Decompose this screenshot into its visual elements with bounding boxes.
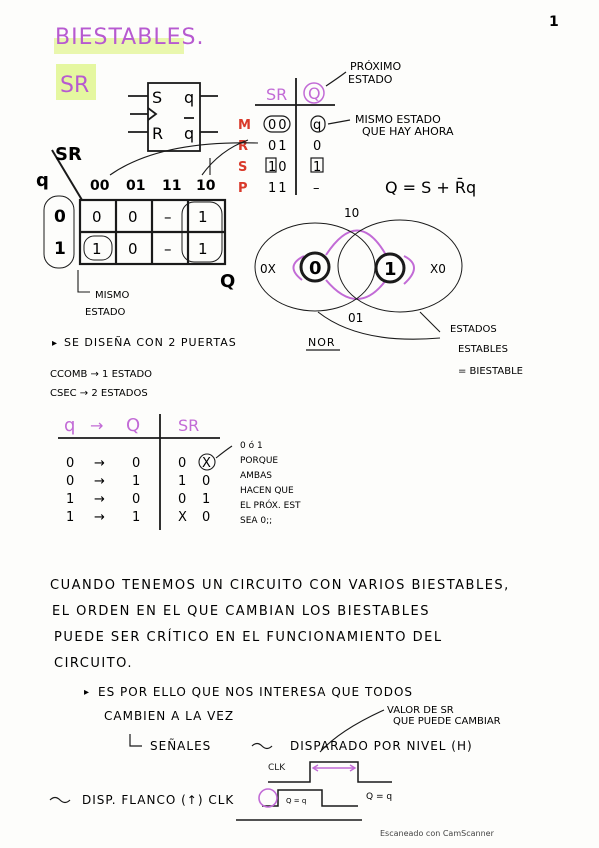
tt-que-hay: QUE HAY AHORA [362,125,454,138]
tt-row-tag: R [238,139,249,154]
q-equals: Q = q [366,792,393,802]
trans-01: 01 [348,311,364,325]
estados-label: ESTADOS [450,324,497,335]
exc-h-q: q [64,415,76,436]
excitation-table [58,414,301,530]
tt-row-sr: 01 [268,139,289,154]
page-number: 1 [549,14,559,30]
kmap-sr: SR [55,144,82,165]
exc-arrow: → [94,456,105,471]
kmap-row-label: 1 [54,239,66,259]
exc-note-line: SEA 0;; [240,516,273,526]
symbol-qbar: q [184,124,195,143]
watermark: Escaneado con CamScanner [380,829,494,838]
exc-r: 0 [202,474,211,489]
state-diagram [255,206,523,377]
symbol-q: q [184,88,195,107]
exc-note-line: HACEN QUE [240,486,294,496]
exc-q: 0 [66,474,75,489]
exc-arrow: → [94,492,105,507]
kmap-col-label: 00 [90,178,110,194]
exc-arrow: → [94,474,105,489]
exc-s: X [178,510,187,525]
symbol-r: R [152,124,164,143]
biestable-label: = BIESTABLE [458,366,523,377]
symbol-s: S [152,88,163,107]
exc-Q: 1 [132,474,141,489]
exc-s: 0 [178,456,187,471]
svg-text:▸: ▸ [84,687,90,698]
exc-Q: 0 [132,456,141,471]
paragraph [50,578,510,671]
kmap-cell: 1 [198,240,208,258]
exc-r: 0 [202,510,211,525]
paragraph-line: PUEDE SER CRÍTICO EN EL FUNCIONAMIENTO DEL [54,630,443,645]
exc-h-arrow: → [90,416,104,435]
tt-proximo: PRÓXIMO [350,60,402,73]
tt-row-tag: M [238,118,251,133]
self-loop-0: 0X [260,262,276,276]
interesa-line-2: CAMBIEN A LA VEZ [104,709,235,723]
equation: Q = S + R̄q [385,178,477,197]
exc-s: 0 [178,492,187,507]
truth-table [238,60,454,196]
valor-line-2: QUE PUEDE CAMBIAR [393,716,501,727]
tt-col-sr: SR [266,85,288,104]
svg-text:▸: ▸ [52,338,58,349]
kmap-estado: ESTADO [85,307,126,318]
kmap-q: q [36,170,49,191]
csec: CSEC → 2 ESTADOS [50,388,148,399]
exc-q: 0 [66,456,75,471]
state-0: 0 [309,258,322,279]
nor-note: SE DISEÑA CON 2 PUERTAS [64,336,237,349]
interesa-line-1: ES POR ELLO QUE NOS INTERESA QUE TODOS [98,685,414,699]
kmap-col-label: 11 [162,178,182,194]
kmap-cell: – [164,240,172,258]
exc-Q: 1 [132,510,141,525]
clock-waveform [236,762,392,820]
clk-label-top: CLK [268,763,286,773]
paragraph-line: CIRCUITO. [54,656,134,671]
exc-r: X [202,456,211,471]
flipflop-symbol [128,83,218,151]
tt-row-q: 1 [313,160,322,175]
tt-row-sr: 00 [268,118,289,133]
kmap-cell: 0 [92,208,102,226]
kmap-cell: 0 [128,240,138,258]
senales: SEÑALES [150,739,212,753]
sr-tag: SR [60,73,90,98]
self-loop-1: X0 [430,262,446,276]
tt-row-tag: S [238,160,248,175]
paragraph-line: EL ORDEN EN EL QUE CAMBIAN LOS BIESTABLES [52,604,430,619]
tt-row-q: – [313,181,320,196]
exc-Q: 0 [132,492,141,507]
kmap-cell: – [164,208,172,226]
exc-note-line: 0 ó 1 [240,441,263,451]
exc-q: 1 [66,492,75,507]
tt-row-sr: 11 [268,181,289,196]
nor-word: NOR [308,336,336,349]
exc-r: 1 [202,492,211,507]
clk-q-small: Q = q [286,797,307,805]
tt-col-q: Q [308,84,321,103]
exc-note-line: AMBAS [240,471,272,481]
kmap-col-label: 01 [126,178,146,194]
kmap-out: Q [220,271,236,292]
exc-s: 1 [178,474,187,489]
tt-row-tag: P [238,181,248,196]
exc-note-line: PORQUE [240,456,279,466]
tt-row-q: 0 [313,139,322,154]
page-title: BIESTABLES. [55,25,205,50]
exc-arrow: → [94,510,105,525]
exc-h-sr: SR [178,416,200,435]
state-1: 1 [384,259,397,280]
estables-label: ESTABLES [458,344,508,355]
tt-estado: ESTADO [348,73,393,86]
disparado: DISPARADO POR NIVEL (H) [290,739,473,753]
kmap-cell: 0 [128,208,138,226]
kmap-col-label: 10 [196,178,216,194]
kmap-mismo: MISMO [95,290,130,301]
ccomb: CCOMB → 1 ESTADO [50,369,153,380]
tt-row-sr: 10 [268,160,289,175]
kmap-row-label: 0 [54,207,66,227]
exc-note-line: EL PRÓX. EST [240,501,301,511]
kmap-cell: 1 [92,240,102,258]
kmap-cell: 1 [198,208,208,226]
trans-10: 10 [344,206,360,220]
valor-line-1: VALOR DE SR [387,705,454,716]
exc-q: 1 [66,510,75,525]
paragraph-line: CUANDO TENEMOS UN CIRCUITO CON VARIOS BIESTABLES, [50,578,510,593]
flanco: DISP. FLANCO (↑) CLK [82,793,235,807]
exc-h-Q: Q [126,415,141,436]
tt-row-q: q [313,118,322,133]
tt-mismo-estado: MISMO ESTADO [355,113,441,126]
